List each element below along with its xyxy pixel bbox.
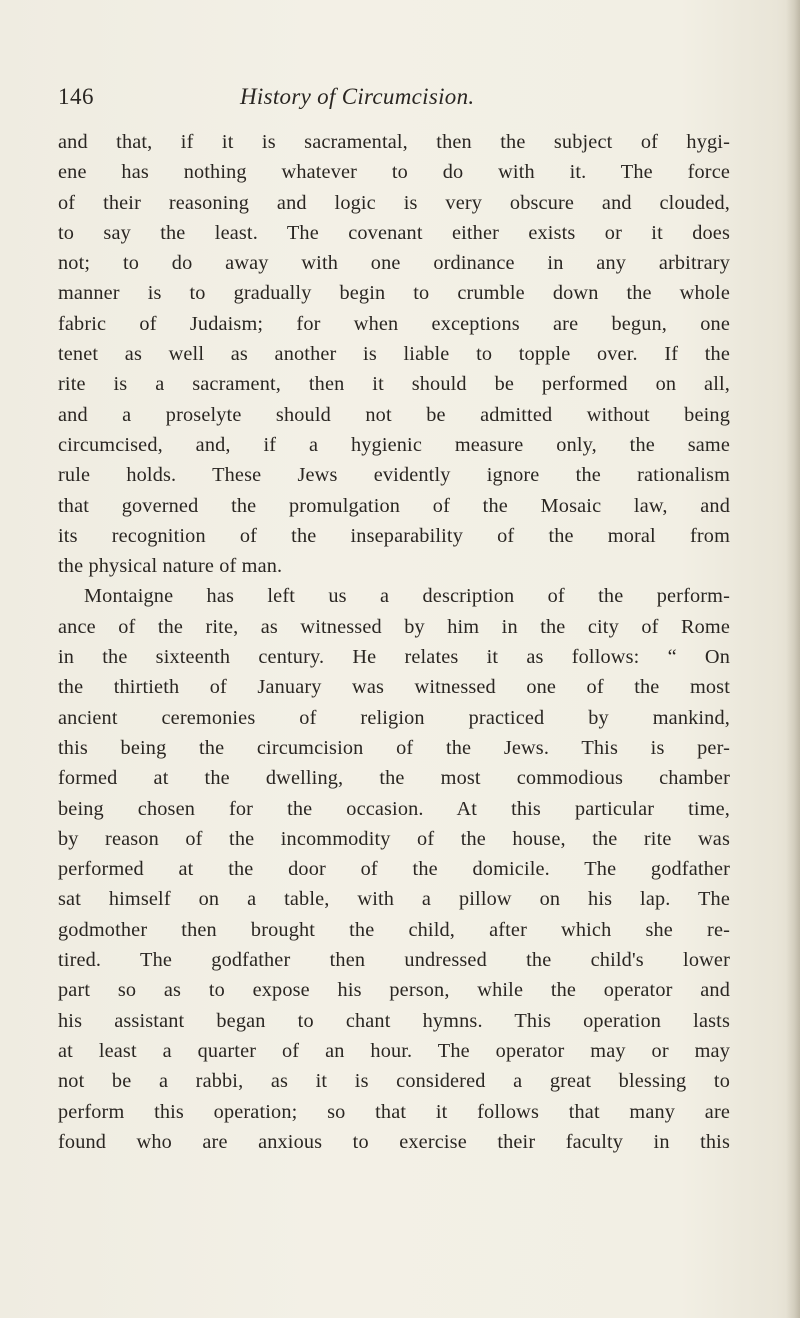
text-line: perform this operation; so that it follows that many are [58,1100,730,1123]
text-line: of their reasoning and logic is very obscure and clouded, [58,191,730,214]
text-line: not be a rabbi, as it is considered a great blessing to [58,1070,730,1093]
text-line: Montaigne has left us a description of the perform- [84,585,730,608]
text-line: its recognition of the inseparability of the moral from [58,524,730,547]
text-line: his assistant began to chant hymns. This operation lasts [58,1009,730,1032]
text-line: ene has nothing whatever to do with it. The force [58,161,730,184]
text-line: in the sixteenth century. He relates it as follows: “ On [58,646,730,669]
running-title: History of Circumcision. [240,84,475,109]
text-line: by reason of the incommodity of the house, the rite was [58,827,730,850]
page-header [58,84,758,118]
page-edge-shadow [786,0,800,1318]
text-line: and that, if it is sacramental, then the subject of hygi- [58,131,730,153]
paragraph [58,581,730,1157]
text-line: fabric of Judaism; for when exceptions are begun, one [58,312,730,335]
text-line: that governed the promulgation of the Mosaic law, and [58,494,730,517]
text-line: ance of the rite, as witnessed by him in the city of Rome [58,615,730,638]
text-line: godmother then brought the child, after which she re- [58,918,730,941]
text-line: the physical nature of man. [58,555,283,578]
text-line: found who are anxious to exercise their faculty in this [58,1130,730,1153]
text-line: formed at the dwelling, the most commodious chamber [58,767,730,790]
text-line: not; to do away with one ordinance in any arbitrary [58,252,730,275]
text-line: this being the circumcision of the Jews. This is per- [58,736,730,759]
text-line: at least a quarter of an hour. The operator may or may [58,1039,730,1062]
text-line: the thirtieth of January was witnessed one of the most [58,676,730,699]
text-line: being chosen for the occasion. At this particular time, [58,797,730,820]
text-line: tenet as well as another is liable to topple over. If the [58,343,730,366]
body-text [58,127,730,1157]
text-line: to say the least. The covenant either exists or it does [58,221,730,244]
text-line: part so as to expose his person, while the operator and [58,979,730,1002]
text-line: manner is to gradually begin to crumble down the whole [58,282,730,305]
text-line: circumcised, and, if a hygienic measure only, the same [58,433,730,456]
page-number: 146 [58,84,94,109]
text-line: and a proselyte should not be admitted without being [58,403,730,426]
text-line: sat himself on a table, with a pillow on his lap. The [58,888,730,911]
text-line: performed at the door of the domicile. The godfather [58,858,730,881]
text-line: tired. The godfather then undressed the child's lower [58,949,730,972]
paragraph [58,127,730,581]
text-line: rule holds. These Jews evidently ignore the rationalism [58,464,730,487]
text-line: ancient ceremonies of religion practiced by mankind, [58,706,730,729]
text-line: rite is a sacrament, then it should be performed on all, [58,373,730,396]
